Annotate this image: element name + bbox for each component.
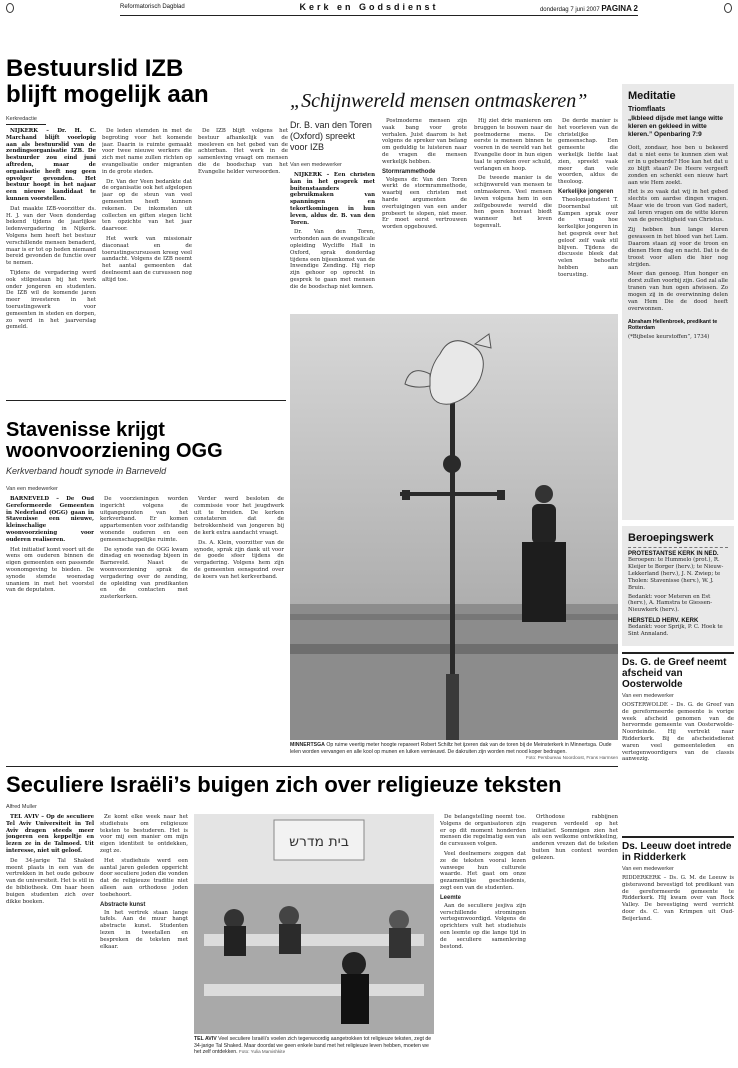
byline: Van een medewerker <box>290 162 342 168</box>
denomination-heading: PROTESTANTSE KERK IN NED. <box>628 551 719 557</box>
meditation-paragraph: Het is zo vaak dat wij in het gebed slechts om aardse dingen vragen. Maar wie de troon van God nadert, zal leren vragen om de witte kleren van de gerechtigheid van Christus. <box>628 189 728 224</box>
column <box>558 118 618 312</box>
subhead: Stormrammethode <box>382 168 436 175</box>
paragraph: De IZB blijft volgens het bestuur afhankelijk van de meeleven en het gebed van de achterban. Het werk in de samenleving vraagt om mensen die de boodschap van het Evangelie helder verwoorden. <box>198 128 288 175</box>
page-number: 2 <box>633 4 638 13</box>
page-date-line <box>540 4 638 13</box>
caption-place: TEL AVIV <box>194 1036 217 1042</box>
caption-place: MINNERTSGA <box>290 742 325 748</box>
subtitle: Kerkverband houdt synode in Barneveld <box>6 466 167 476</box>
meditation-box <box>622 84 734 520</box>
church-news-title: Beroepingswerk <box>628 532 714 544</box>
paragraph: Het werk van missionair diaconaat en de toerustingscursussen kreeg veel aandacht. Volgens de IZB neemt het aantal gemeenten dat deelneemt aan de cursussen nog altijd toe. <box>102 235 192 283</box>
paragraph: De 34-jarige Tal Shaked meent plaats in een van de vertrekken in het oude gebouw van de universiteit. Het is stil in de bibliotheek. Om haar heen buigen studenten zich over dikke boeken. <box>6 857 94 905</box>
photo-caption <box>194 1036 434 1056</box>
news-line: Beroepen: te Hummelo (prot.), R. Kleijer te Borger (herv.); te Nieuw-Lekkerland (herv.), J. N. Zwiep; te Tholen: Stavenisse (herv.), W. J. Bruin. <box>628 557 724 591</box>
paragraph: Theologiestudent T. Doornenbal uit Kampen sprak over de vraag hoe kerkelijke jongeren in het gesprek over het geloof zelf vaak stil blijven. Tijdens de discussie bleek dat velen behoefte hebben aan toerusting. <box>558 196 618 278</box>
story-farewell <box>622 652 734 832</box>
paragraph: Orthodoxe rabbijnen reageren verdeeld op het initiatief. Sommigen zien het als een welkome ontwikkeling, anderen vrezen dat de teksten buiten hun context worden gelezen. <box>532 814 618 861</box>
paragraph: Hij ziet drie manieren om bruggen te bouwen naar de postmoderne mens. De eerste is mensen binnen te voeren in de wereld van het Evangelie door in hun eigen taal te spreken over schuld, verlangen en hoop. <box>474 118 552 172</box>
registration-mark-icon <box>724 3 732 13</box>
byline: Kerkredactie <box>6 116 37 122</box>
subhead: Leemte <box>440 894 462 901</box>
page-label: PAGINA <box>601 4 632 13</box>
story-inauguration <box>622 836 734 1062</box>
section-rule <box>6 400 286 401</box>
headline: Ds. Leeuw doet intrede in Ridderkerk <box>622 836 734 863</box>
church-news-box <box>622 526 734 646</box>
divider <box>628 547 728 548</box>
byline-rule <box>6 124 46 125</box>
photo <box>290 314 618 740</box>
meditation-paragraph: Zij hebben hun lange kleren gewassen in het bloed van het Lam. Daarom staan zij voor de troon en dienen Hem dag en nacht. Dat is de troost voor allen die hier nog strijden. <box>628 226 728 268</box>
byline: Van een medewerker <box>622 693 674 699</box>
meditation-paragraph: Meer dan genoeg. Hun honger en dorst zullen voorbij zijn. God zal alle tranen van hun ogen afwissen. Zo mogen zij in de overwinning delen van Hem Die de dood heeft overwonnen. <box>628 271 728 312</box>
page-header <box>0 0 738 16</box>
subhead: Kerkelijke jongeren <box>558 188 614 195</box>
denomination-heading: HERSTELD HERV. KERK <box>628 618 699 625</box>
byline: Van een medewerker <box>6 486 58 492</box>
paragraph: Ds. A. Klein, voorzitter van de synode, sprak zijn dank uit voor de goede sfeer tijdens de vergadering. Volgens hem zijn de gemeenten eensgezind over de koers van het kerkverband. <box>194 539 284 580</box>
byline: Van een medewerker <box>622 866 674 872</box>
paragraph: De leden stemden in met de begroting voor het komende jaar. Daarin is ruimte gemaakt voor twee nieuwe werkers die zich met name zullen richten op evangelisatie onder migranten in de grote steden. <box>102 128 192 175</box>
lead-paragraph: NIJKERK – Dr. H. C. Marchand blijft voorlopig aan als bestuurslid van de zendingsorganisatie IZB. De bestuurder zou eind juni aftreden, maar de organisatie heeft nog geen opvolger gevonden. Het bestuur hoopt in het najaar een nieuwe kandidaat te kunnen voorstellen. <box>6 128 96 202</box>
byline: Alfred Muller <box>6 804 37 810</box>
signage-text: בית מדרש <box>289 834 349 850</box>
paragraph: Dr. Van den Toren, verbonden aan de evangelicale opleiding Wycliffe Hall in Oxford, sprak donderdag tijdens een bijeenkomst van de Inwendige Zending. Hij riep zijn gehoor op oprecht in gesprek te gaan met mensen die de boodschap niet kennen. <box>290 229 375 290</box>
column <box>382 118 467 312</box>
paragraph: Volgens dr. Van den Toren werkt de stormrammethode, waarbij een christen met harde argumenten de overtuigingen van een ander probeert te slopen, niet meer. Er moet eerst vertrouwen worden opgebouwd. <box>382 176 467 231</box>
headline: Ds. G. de Greef neemt afscheid van Oosterwolde <box>622 652 734 690</box>
meditation-source: (*Bijbelse keurstoffen”, 1734) <box>628 333 710 340</box>
column <box>100 814 188 1062</box>
meditation-title: Meditatie <box>628 90 676 102</box>
photo-study-hall <box>194 814 434 1034</box>
standfirst: Dr. B. van den Toren (Oxford) spreekt voor IZB <box>290 120 372 152</box>
paragraph: De derde manier is het voorleven van de christelijke gemeenschap. Een gemeente die werkelijk liefde laat zien, spreekt vaak meer dan vele woorden, aldus de theoloog. <box>558 118 618 186</box>
paragraph: Tijdens de vergadering werd ook stilgestaan bij het werk onder jongeren en studenten. De IZB wil de komende jaren meer investeren in het toerustingswerk voor gemeenten in steden en dorpen, zo werd in het jaarverslag gemeld. <box>6 269 96 331</box>
column <box>102 128 192 398</box>
photo-credit: Foto: Yulia Mamishkite <box>239 1049 286 1054</box>
meditation-quote: „Ikbleed dijsde met lange witte kleren en gekleed in witte kleren.” Openbaring 7:9 <box>628 115 723 138</box>
section-title: Kerk en Godsdienst <box>299 2 439 12</box>
paragraph: De voorzieningen worden ingericht volgens de uitgangspunten van het kerkverband. Er komen appartementen voor zelfstandig wonende ouderen en een gemeenschappelijke ruimte. <box>100 496 188 543</box>
publication-name: Reformatorisch Dagblad <box>120 4 185 10</box>
weathervane-illustration-icon <box>290 314 618 740</box>
lead-paragraph: TEL AVIV – Op de seculiere Tel Aviv Universiteit in Tel Aviv dragen steeds meer jongeren een keppeltje en lezen ze in de Talmoed. Uit interesse, niet uit geloof. <box>6 814 94 854</box>
paragraph: Postmoderne mensen zijn vaak bang voor grote verhalen. Juist daarom is het volgens de spreker van belang om geduldig te luisteren naar de vragen die mensen werkelijk hebben. <box>382 118 467 165</box>
subhead: Abstracte kunst <box>100 901 146 908</box>
column <box>6 496 94 762</box>
paragraph: De synode van de OGG kwam dinsdag en woensdag bijeen in Barneveld. Naast de woonvoorziening sprak de vergadering over de zending, de opleiding van predikanten en de contacten met zusterkerken. <box>100 546 188 601</box>
paragraph: De tweede manier is de schijnwereld van mensen te ontmaskeren. Veel mensen leven volgens hem in een zelfgebouwde wereld die hen geen houvast biedt wanneer het leven tegenvalt. <box>474 175 552 229</box>
paragraph: Het initiatief komt voort uit de wens om ouderen binnen de eigen gemeenten een passende woonomgeving te bieden. De synode stemde woensdag unaniem in met het voorstel van de deputaten. <box>6 546 94 594</box>
photo-credit: Foto: Persbureau Noordoost, Frans Harmsen <box>525 755 618 760</box>
photo-caption <box>290 742 618 755</box>
paragraph: Dr. Van der Veen bedankte dat de organisatie ook het afgelopen jaar op de steun van veel gemeenten heeft kunnen rekenen. De inkomsten uit collecten en giften stegen licht ten opzichte van het jaar daarvoor. <box>102 178 192 233</box>
column <box>290 172 375 312</box>
section-rule <box>6 766 618 767</box>
paragraph: Verder werd besloten de commissie voor het jeugdwerk uit te breiden. De kerken constateren dat de betrokkenheid van jongeren bij de kerk extra aandacht vraagt. <box>194 496 284 536</box>
headline: Bestuurslid IZB blijft mogelijk aan <box>6 55 209 108</box>
column <box>6 814 94 1062</box>
column <box>440 814 526 1062</box>
column <box>100 496 188 762</box>
news-line: Bedankt: voor Sprijk, P. C. Hoek te Sint Annaland. <box>628 624 723 638</box>
study-hall-illustration-icon <box>194 814 434 1034</box>
paragraph: In het vertrek staan lange tafels. Aan de muur hangt abstracte kunst. Studenten lezen in tweetallen en bespreken de teksten met elkaar. <box>100 909 188 950</box>
paragraph: RIDDERKERK – Ds. G. M. de Leeuw is gisteravond bevestigd tot predikant van de gereformeerde gemeente te Ridderkerk. Hij kwam over van Rock Valley. De bevestiging werd verricht door ds. C. van Krimpen uit Oud-Beijerland. <box>622 875 734 922</box>
column <box>194 496 284 762</box>
paragraph: Het studiehuis werd een aantal jaren geleden opgericht door seculiere joden die vonden dat de religieuze traditie niet alleen aan orthodoxe joden toebehoort. <box>100 857 188 898</box>
meditation-subtitle: Triomflaats <box>628 106 666 113</box>
column <box>198 128 288 398</box>
headline: Seculiere Israëli’s buigen zich over religieuze teksten <box>6 772 562 797</box>
paragraph: De belangstelling neemt toe. Volgens de organisatoren zijn er op dit moment honderden mensen die regelmatig een van de cursussen volgen. <box>440 814 526 848</box>
news-line: Bedankt: voor Meteren en Est (herv.), A. Hamstra te Giessen-Nieuwkerk (herv.). <box>628 593 713 614</box>
header-rule <box>120 15 638 16</box>
column <box>6 128 96 398</box>
caption-text: Op ruime veertig meter hoogte repareert Robert Schiltz het ijzeren dak van de toren bij de Meinsterkerk in Minnertsga. Oude lelen worden vervangen en alle kool op munen en luiken vernieuwd. De dakruiten zijn worden met nood koper bedragen. <box>290 742 612 755</box>
headline: „Schijnwereld mensen ontmaskeren” <box>290 90 588 112</box>
paragraph: Aan de seculiere jesjiva zijn verschillende stromingen vertegenwoordigd. Volgens de oprichters vult het studiehuis een leemte op die lange tijd in de seculiere samenleving bestond. <box>440 902 526 950</box>
caption-text: Veel seculiere Israëli’s voelen zich tegenwoordig aangetrokken tot religieuze teksten, zegt de 34-jarige Tal Shaked. Maar doordat we geen enkele band met het religieuze leven hebben, moeten we het zelf ontdekken. <box>194 1036 432 1055</box>
paragraph: Dat maakte IZB-voorzitter ds. H. J. van der Veen donderdag bekend tijdens de jaarlijkse ledenvergadering in Nijkerk. Volgens hem heeft het bestuur verschillende mensen benaderd, maar is er tot op heden niemand bereid gevonden de functie over te nemen. <box>6 205 96 267</box>
paragraph: OOSTERWOLDE – Ds. G. de Greef van de gereformeerde gemeente is vorige week afscheid genomen van de hervormde gemeente van Oosterwolde-Noordeinde. Hij vertrekt naar Ridderkerk. Bij de afscheidsdienst waren veel gemeenteleden en vertegenwoordigers van de classis aanwezig. <box>622 702 734 763</box>
headline: Stavenisse krijgt woonvoorziening OGG <box>6 419 223 462</box>
column <box>474 118 552 312</box>
meditation-author: Abraham Hellenbroek, predikant te Rotterdam <box>628 318 718 331</box>
date: donderdag 7 juni 2007 <box>539 7 600 13</box>
column <box>532 814 618 1062</box>
lead-paragraph: NIJKERK – Een christen kan in het gesprek met buitenstaanders gebruikmaken van spanningen en tekortkomingen in hun leven, aldus dr. B. van den Toren. <box>290 172 375 226</box>
paragraph: Veel deelnemers zeggen dat ze de teksten vooral lezen vanwege hun culturele waarde. Het gaat om onze gezamenlijke geschiedenis, zegt een van de studenten. <box>440 850 526 891</box>
lead-paragraph: BARNEVELD – De Oud Gereformeerde Gemeenten in Nederland (OGG) gaan in Stavenisse een nieuwe, kleinschalige woonvoorziening voor ouderen realiseren. <box>6 496 94 543</box>
paragraph: Ze komt elke week naar het studiehuis om religieuze teksten te bestuderen. Het is voor mij een manier om mijn eigen identiteit te ontdekken, zegt ze. <box>100 814 188 854</box>
meditation-paragraph: Ooit, zondaar, hoe ben u bekeerd dat u niet eens te kunnen zien wat er in u gebeurde? Hoe kan het dat u zo blijft staan? De Heere vergeeft zonden en schenkt een nieuw hart aan wie Hem zoekt. <box>628 145 728 186</box>
